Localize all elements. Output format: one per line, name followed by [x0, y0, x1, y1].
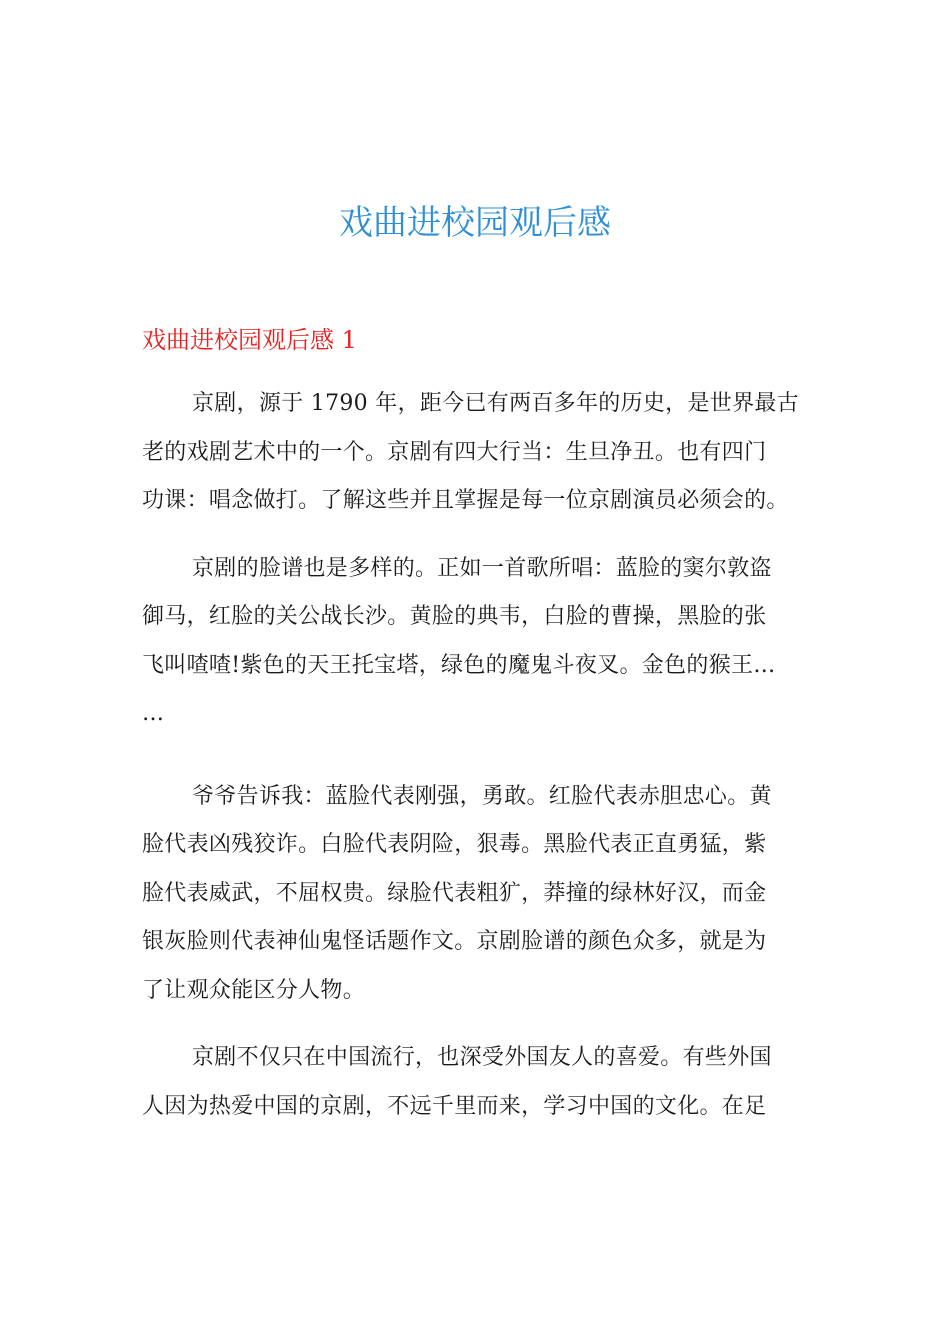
section-heading: 戏曲进校园观后感 1 — [142, 326, 357, 354]
text-line: 御马，红脸的关公战长沙。黄脸的典韦，白脸的曹操，黑脸的张 — [142, 604, 767, 629]
text-line: 飞叫喳喳!紫色的天王托宝塔，绿色的魔鬼斗夜叉。金色的猴王… — [142, 652, 776, 678]
paragraph — [142, 773, 810, 1016]
paragraph — [142, 380, 810, 526]
document-title: 戏曲进校园观后感 — [339, 203, 611, 243]
text-line: 京剧，源于 1790 年，距今已有两百多年的历史，是世界最古 — [192, 391, 799, 416]
document-body — [142, 380, 810, 1150]
text-line: … — [142, 701, 165, 726]
text-line: 银灰脸则代表神仙鬼怪话题作文。京剧脸谱的颜色众多，就是为 — [142, 929, 767, 954]
paragraph — [142, 545, 810, 739]
text-line: 人因为热爱中国的京剧，不远千里而来，学习中国的文化。在足 — [142, 1093, 767, 1119]
text-line: 脸代表凶残狡诈。白脸代表阴险，狠毒。黑脸代表正直勇猛，紫 — [142, 832, 767, 857]
text-line: 脸代表威武，不屈权贵。绿脸代表粗犷，莽撞的绿林好汉，而金 — [142, 880, 767, 906]
text-line: 功课：唱念做打。了解这些并且掌握是每一位京剧演员必须会的。 — [142, 488, 789, 513]
paragraph — [142, 1034, 810, 1131]
text-line: 爷爷告诉我：蓝脸代表刚强，勇敢。红脸代表赤胆忠心。黄 — [192, 783, 772, 809]
text-line: 京剧的脸谱也是多样的。正如一首歌所唱：蓝脸的窦尔敦盗 — [192, 555, 772, 581]
text-line: 老的戏剧艺术中的一个。京剧有四大行当：生旦净丑。也有四门 — [142, 439, 767, 465]
text-line: 京剧不仅只在中国流行，也深受外国友人的喜爱。有些外国 — [192, 1045, 772, 1070]
text-line: 了让观众能区分人物。 — [142, 977, 366, 1003]
